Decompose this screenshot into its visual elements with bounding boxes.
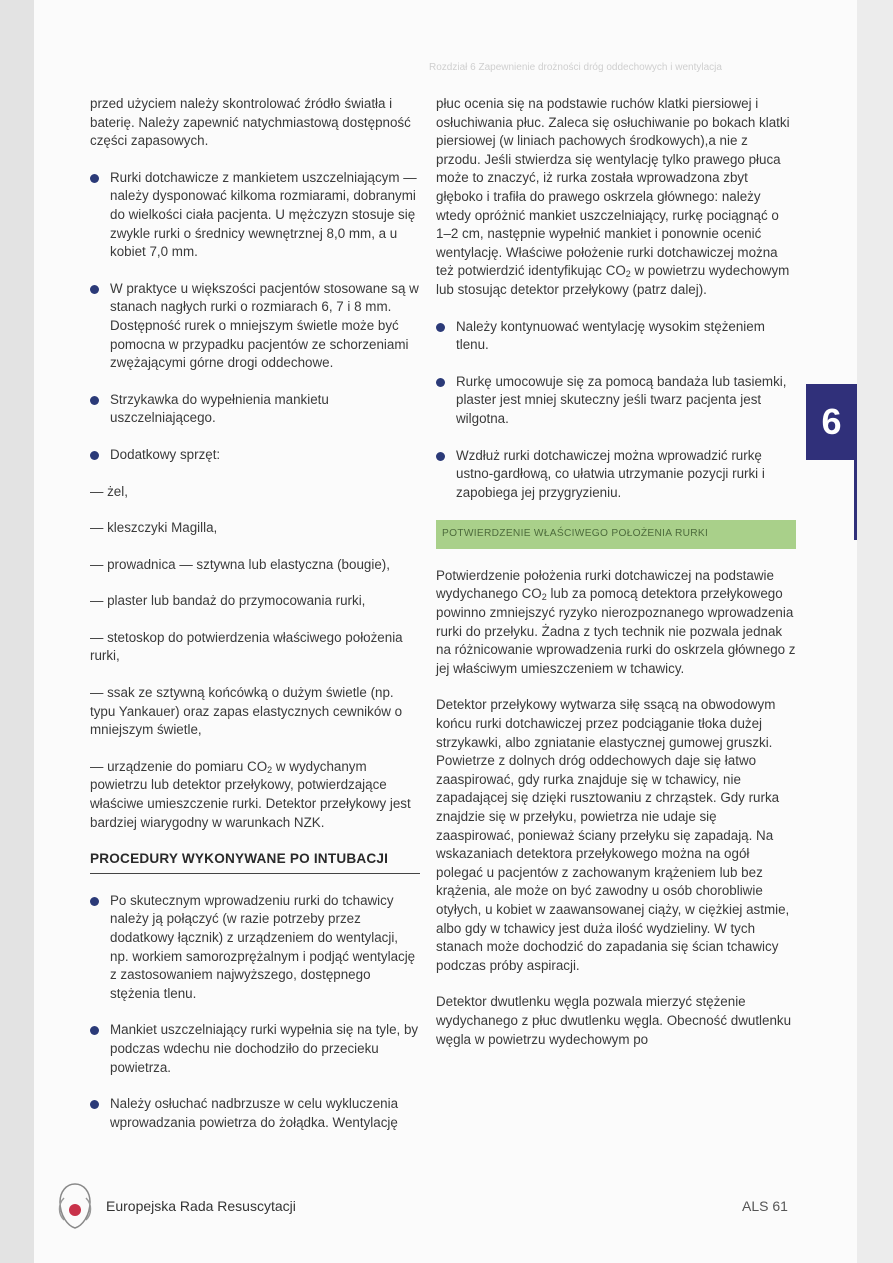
bullet-dot-icon xyxy=(90,174,99,183)
bullet-dot-icon xyxy=(436,323,445,332)
list-item: Należy kontynuować wentylację wysokim stężeniem tlenu. xyxy=(436,318,796,355)
section-heading: PROCEDURY WYKONYWANE PO INTUBACJI xyxy=(90,850,420,874)
right-intro: płuc ocenia się na podstawie ruchów klatki piersiowej i osłuchiwania płuc. Zaleca się osłuchiwanie po bokach klatki piersiowej (w liniach pachowych środkowych),a nie z przodu. Jeśli stwierdza się wentylację tylko prawego płuca może to znaczyć, iż rurka została wprowadzona zbyt głęboko i trafiła do prawego oskrzela głównego: należy wtedy opróżnić mankiet uszczelniający, rurkę pociągnąć o 1–2 cm, następnie wypełnić mankiet i ponownie ocenić wentylację. Właściwe położenie rurki dotchawiczej można też potwierdzić identyfikując $CO_2$ w powietrzu wydechowym lub stosując detektor przełykowy (patrz dalej). xyxy=(436,96,790,297)
green-section-heading: POTWIERDZENIE WŁAŚCIWEGO POŁOŻENIA RURKI xyxy=(436,520,796,549)
footer-publisher: Europejska Rada Resuscytacji xyxy=(106,1198,296,1214)
list-item: W praktyce u większości pacjentów stosowane są w stanach nagłych rurki o rozmiarach 6, 7 i 8 mm. Dostępność rurek o mniejszym świetle może być pomocna w przypadku pacjentów ze schorzeniami zwężającymi górne drogi oddechowe. xyxy=(90,280,420,373)
left-column xyxy=(90,95,420,1150)
list-item: Rurkę umocowuje się za pomocą bandaża lub tasiemki, plaster jest mniej skuteczny jeśli twarz pacjenta jest wilgotna. xyxy=(436,373,796,429)
erc-logo-icon xyxy=(54,1180,96,1232)
list-item: Rurki dotchawicze z mankietem uszczelniającym — należy dysponować kilkoma rozmiarami, dobranymi do wielkości ciała pacjenta. U mężczyzn stosuje się zwykle rurki o średnicy wewnętrznej 8,0 mm, a u kobiet 7,0 mm. xyxy=(90,169,420,262)
document-page xyxy=(34,0,857,1263)
dash-item-co2: — urządzenie do pomiaru $CO_2$ w wydychanym powietrzu lub detektor przełykowy, potwierdzające właściwe umieszczenie rurki. Detektor przełykowy jest bardziej wiarygodny w warunkach NZK. xyxy=(90,758,411,830)
list-item: Należy osłuchać nadbrzusze w celu wykluczenia wprowadzania powietrza do żołądka. Wentylację xyxy=(90,1095,420,1132)
right-column xyxy=(436,95,796,1067)
list-item: Dodatkowy sprzęt: xyxy=(90,446,420,465)
bullet-dot-icon xyxy=(90,451,99,460)
bullet-dot-icon xyxy=(90,396,99,405)
dash-item: — żel, xyxy=(90,483,128,499)
bullet-dot-icon xyxy=(436,378,445,387)
dash-item: — prowadnica — sztywna lub elastyczna (bougie), xyxy=(90,556,390,572)
bullet-dot-icon xyxy=(90,1100,99,1109)
dash-item: — plaster lub bandaż do przymocowania rurki, xyxy=(90,593,366,609)
bullet-dot-icon xyxy=(90,285,99,294)
paragraph: Potwierdzenie położenia rurki dotchawiczej na podstawie wydychanego $CO_2$ lub za pomocą detektora przełykowego powinno zmniejszyć ryzyko nierozpoznanego wprowadzenia rurki do przełyku. Żadna z tych technik nie pozwala jednak na różnicowanie wprowadzenia rurki do oskrzela głównego z jej właściwym umieszczeniem w tchawicy. xyxy=(436,567,796,676)
dash-item: — ssak ze sztywną końcówką o dużym świetle (np. typu Yankauer) oraz zapas elastycznych cewników o mniejszym świetle, xyxy=(90,685,403,738)
running-head: Rozdział 6 Zapewnienie drożności dróg oddechowych i wentylacja xyxy=(429,62,722,73)
bullet-dot-icon xyxy=(90,1026,99,1035)
list-item: Po skutecznym wprowadzeniu rurki do tchawicy należy ją połączyć (w razie potrzeby przez dodatkowy łącznik) z urządzeniem do wentylacji, np. workiem samorozprężalnym i podjąć wentylację z zastosowaniem najwyższego, dostępnego stężenia tlenu. xyxy=(90,892,420,1004)
dash-item: — stetoskop do potwierdzenia właściwego położenia rurki, xyxy=(90,629,403,664)
paragraph: Detektor dwutlenku węgla pozwala mierzyć stężenie wydychanego z płuc dwutlenku węgla. Obecność dwutlenku węgla w powietrzu wydechowym po xyxy=(436,994,792,1047)
scan-right-border xyxy=(857,0,893,1263)
list-item: Wzdłuż rurki dotchawiczej można wprowadzić rurkę ustno-gardłową, co ułatwia utrzymanie pozycji rurki i zapobiega jej przygryzieniu. xyxy=(436,447,796,503)
chapter-tab: 6 xyxy=(806,384,857,460)
list-item: Strzykawka do wypełnienia mankietu uszczelniającego. xyxy=(90,391,420,428)
paragraph: Detektor przełykowy wytwarza siłę ssącą na obwodowym końcu rurki dotchawiczej przez podciąganie tłoka dużej strzykawki, albo zgniatanie elastycznej gumowej gruszki. Powietrze z dolnych dróg oddechowych daje się łatwo zaaspirować, gdy rurka znajduje się w tchawicy, nie zapadającej się dzięki rusztowaniu z chrząstek. Gdy rurka znajdzie się w przełyku, powietrza nie udaje się zaaspirować, ponieważ ściany przełyku się zapadają. Na wskazaniach detektora przełykowego można na ogół polegać u pacjentów z zachowanym krążeniem lub bez krążenia, ale może on być zawodny u osób chorobliwie otyłych, u kobiet w zaawansowanej ciąży, w ciężkiej astmie, albo gdy w tchawicy jest duża ilość wydzieliny. W tych stanach może dochodzić do zapadania się ścian tchawicy podczas próby aspiracji. xyxy=(436,697,790,973)
scan-left-border xyxy=(0,0,35,1263)
bullet-dot-icon xyxy=(90,897,99,906)
left-intro: przed użyciem należy skontrolować źródło światła i baterię. Należy zapewnić natychmiastową dostępność części zapasowych. xyxy=(90,96,411,149)
list-item: Mankiet uszczelniający rurki wypełnia się na tyle, by podczas wdechu nie dochodziło do przecieku powietrza. xyxy=(90,1021,420,1077)
bullet-dot-icon xyxy=(436,452,445,461)
page-number: ALS 61 xyxy=(742,1198,788,1214)
chapter-tab-line xyxy=(854,460,857,540)
dash-item: — kleszczyki Magilla, xyxy=(90,520,218,536)
